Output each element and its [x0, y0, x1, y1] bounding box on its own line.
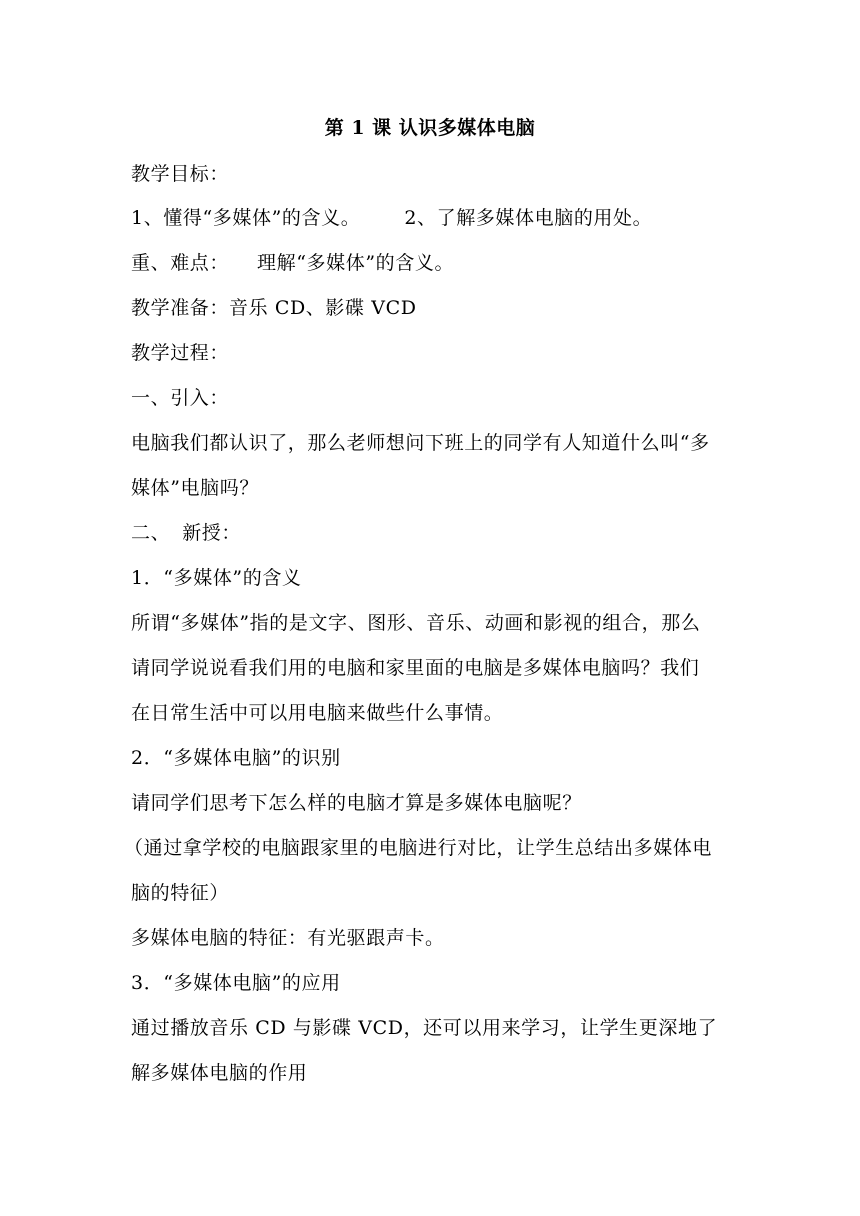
section-2-heading: [131, 519, 741, 547]
item-2-question: 请同学们思考下怎么样的电脑才算是多媒体电脑呢？: [131, 792, 582, 814]
item-2-note-line-2: 脑的特征）: [131, 882, 230, 904]
item-2-features: 多媒体电脑的特征：有光驱跟声卡。: [131, 927, 445, 949]
item-1-heading: 1．“多媒体”的含义: [131, 567, 302, 589]
item-3-paragraph-line-2: 解多媒体电脑的作用: [131, 1062, 308, 1084]
item-3-paragraph-line-1: 通过播放音乐 CD 与影碟 VCD，还可以用来学习，让学生更深地了: [131, 1017, 718, 1039]
key-points-line: [131, 249, 741, 277]
objective-2: 2、了解多媒体电脑的用处。: [404, 207, 653, 229]
item-1-paragraph-line-1: 所谓“多媒体”指的是文字、图形、音乐、动画和影视的组合，那么: [131, 612, 701, 634]
item-3-heading: 3．“多媒体电脑”的应用: [131, 972, 341, 994]
objectives-line: [131, 204, 741, 232]
process-heading: 教学过程：: [131, 342, 230, 364]
section-2-number: 二、: [131, 522, 171, 544]
key-points-label: 重、难点：: [131, 252, 230, 274]
key-points-text: 理解“多媒体”的含义。: [257, 252, 455, 274]
objectives-heading: 教学目标：: [131, 163, 230, 185]
item-1-paragraph-line-2: 请同学说说看我们用的电脑和家里面的电脑是多媒体电脑吗？我们: [131, 657, 700, 679]
preparation-line: 教学准备：音乐 CD、影碟 VCD: [131, 297, 417, 319]
section-1-paragraph-line-1: 电脑我们都认识了，那么老师想问下班上的同学有人知道什么叫“多: [131, 432, 710, 454]
item-2-heading: 2．“多媒体电脑”的识别: [131, 747, 341, 769]
section-1-heading: 一、引入：: [131, 387, 230, 409]
section-2-label: 新授：: [182, 522, 242, 544]
item-2-note-line-1: （通过拿学校的电脑跟家里的电脑进行对比，让学生总结出多媒体电: [124, 837, 713, 859]
section-1-paragraph-line-2: 媒体”电脑吗？: [131, 477, 259, 499]
objective-1: 1、懂得“多媒体”的含义。: [131, 207, 361, 229]
lesson-title: 第 1 课 认识多媒体电脑: [324, 117, 536, 139]
item-1-paragraph-line-3: 在日常生活中可以用电脑来做些什么事情。: [131, 702, 504, 724]
